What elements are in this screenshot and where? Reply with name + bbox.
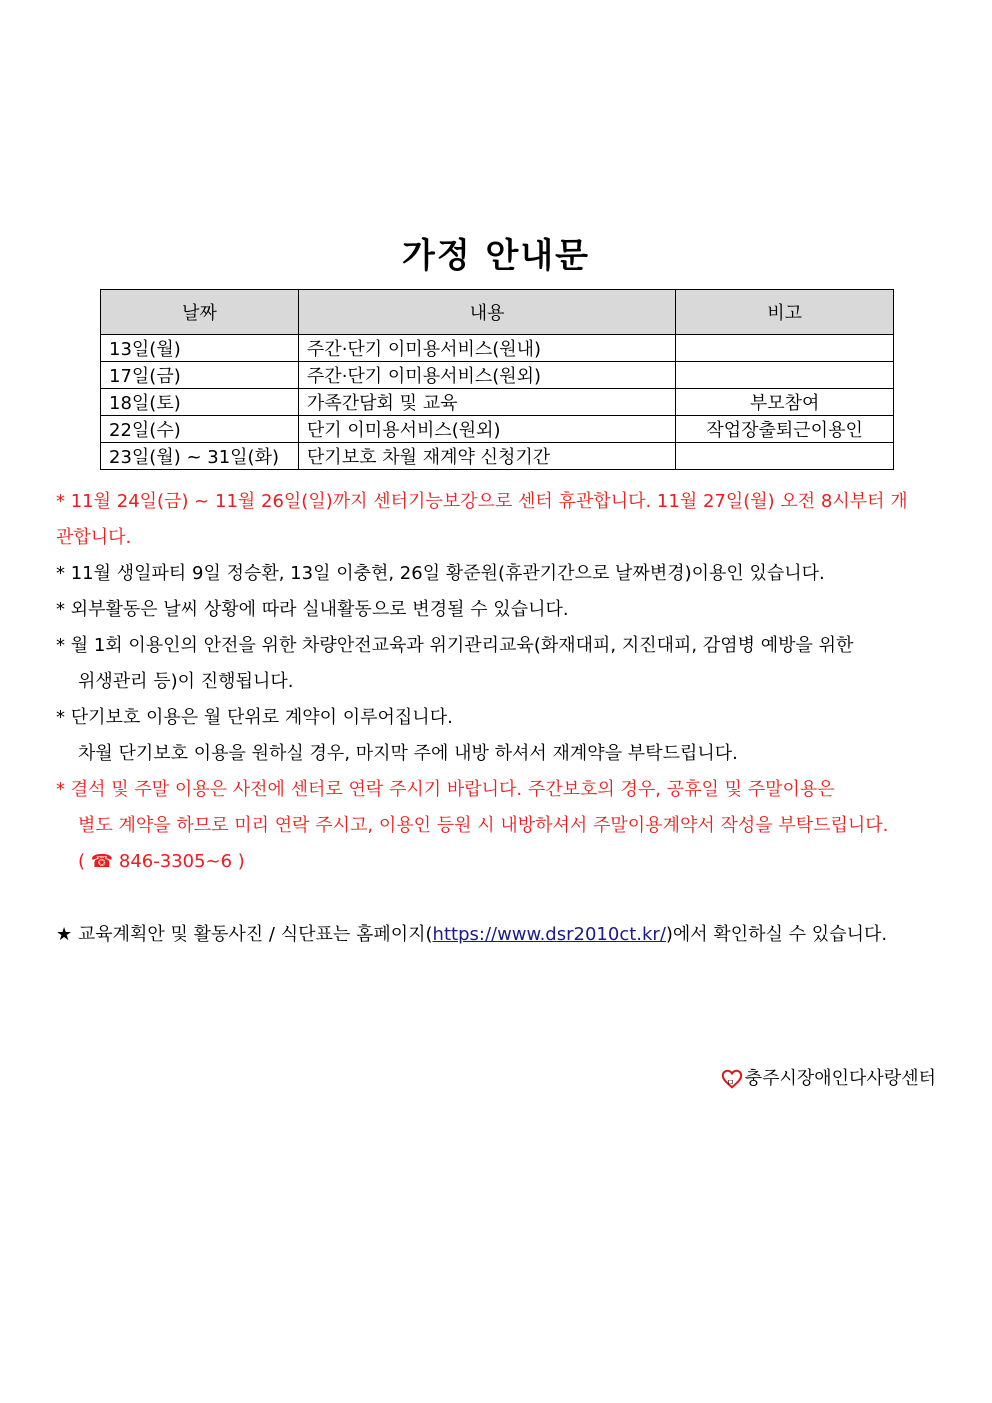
cell-note	[676, 335, 894, 362]
notice-closure-cont: 관합니다.	[56, 527, 132, 548]
cell-date: 18일(토)	[101, 389, 299, 416]
cell-content: 가족간담회 및 교육	[298, 389, 675, 416]
table-header-row	[101, 290, 894, 335]
notice-absence: * 결석 및 주말 이용은 사전에 센터로 연락 주시기 바랍니다. 주간보호의 경우, 공휴일 및 주말이용은	[56, 779, 835, 800]
notice-safety-education-cont: 위생관리 등)이 진행됩니다.	[78, 671, 294, 692]
header-content: 내용	[298, 290, 675, 335]
cell-content: 단기 이미용서비스(원외)	[298, 416, 675, 443]
cell-content: 단기보호 차월 재계약 신청기간	[298, 443, 675, 470]
notice-outdoor: * 외부활동은 날씨 상황에 따라 실내활동으로 변경될 수 있습니다.	[56, 599, 569, 620]
notice-short-term-contract-cont: 차월 단기보호 이용을 원하실 경우, 마지막 주에 내방 하셔서 재계약을 부탁드립니다.	[78, 743, 738, 764]
header-date: 날짜	[101, 290, 299, 335]
cell-date: 17일(금)	[101, 362, 299, 389]
cell-date: 23일(월) ~ 31일(화)	[101, 443, 299, 470]
homepage-notice	[56, 917, 941, 953]
cell-note: 작업장출퇴근이용인	[676, 416, 894, 443]
table-row	[101, 443, 894, 470]
schedule-table	[100, 289, 894, 470]
cell-content: 주간·단기 이미용서비스(원내)	[298, 335, 675, 362]
notice-closure: * 11월 24일(금) ~ 11월 26일(일)까지 센터기능보강으로 센터 휴관합니다. 11월 27일(월) 오전 8시부터 개	[56, 491, 908, 512]
cell-note: 부모참여	[676, 389, 894, 416]
header-note: 비고	[676, 290, 894, 335]
cell-note	[676, 362, 894, 389]
table-row	[101, 416, 894, 443]
notice-phone: ( ☎ 846-3305~6 )	[78, 851, 245, 872]
homepage-link[interactable]: https://www.dsr2010ct.kr/	[432, 924, 666, 945]
svg-text:ㅁ: ㅁ	[726, 1077, 735, 1088]
table-row	[101, 389, 894, 416]
notice-absence-cont: 별도 계약을 하므로 미리 연락 주시고, 이용인 등원 시 내방하셔서 주말이용계약서 작성을 부탁드립니다.	[78, 815, 889, 836]
table-row	[101, 362, 894, 389]
cell-content: 주간·단기 이미용서비스(원외)	[298, 362, 675, 389]
notice-birthday: * 11월 생일파티 9일 정승환, 13일 이충현, 26일 황준원(휴관기간으로 날짜변경)이용인 있습니다.	[56, 563, 825, 584]
org-name: 충주시장애인다사랑센터	[744, 1068, 936, 1089]
homepage-prefix: ★ 교육계획안 및 활동사진 / 식단표는 홈페이지(	[56, 924, 433, 945]
cell-date: 13일(월)	[101, 335, 299, 362]
notice-short-term-contract: * 단기보호 이용은 월 단위로 계약이 이루어집니다.	[56, 707, 453, 728]
notice-list	[56, 484, 941, 880]
homepage-suffix: )에서 확인하실 수 있습니다.	[665, 924, 888, 945]
org-signature	[721, 1064, 936, 1094]
table-row	[101, 335, 894, 362]
cell-date: 22일(수)	[101, 416, 299, 443]
document-title: 가정 안내문	[401, 236, 591, 276]
notice-safety-education: * 월 1회 이용인의 안전을 위한 차량안전교육과 위기관리교육(화재대피, 지진대피, 감염병 예방을 위한	[56, 635, 854, 656]
cell-note	[676, 443, 894, 470]
heart-logo-icon	[721, 1068, 743, 1090]
